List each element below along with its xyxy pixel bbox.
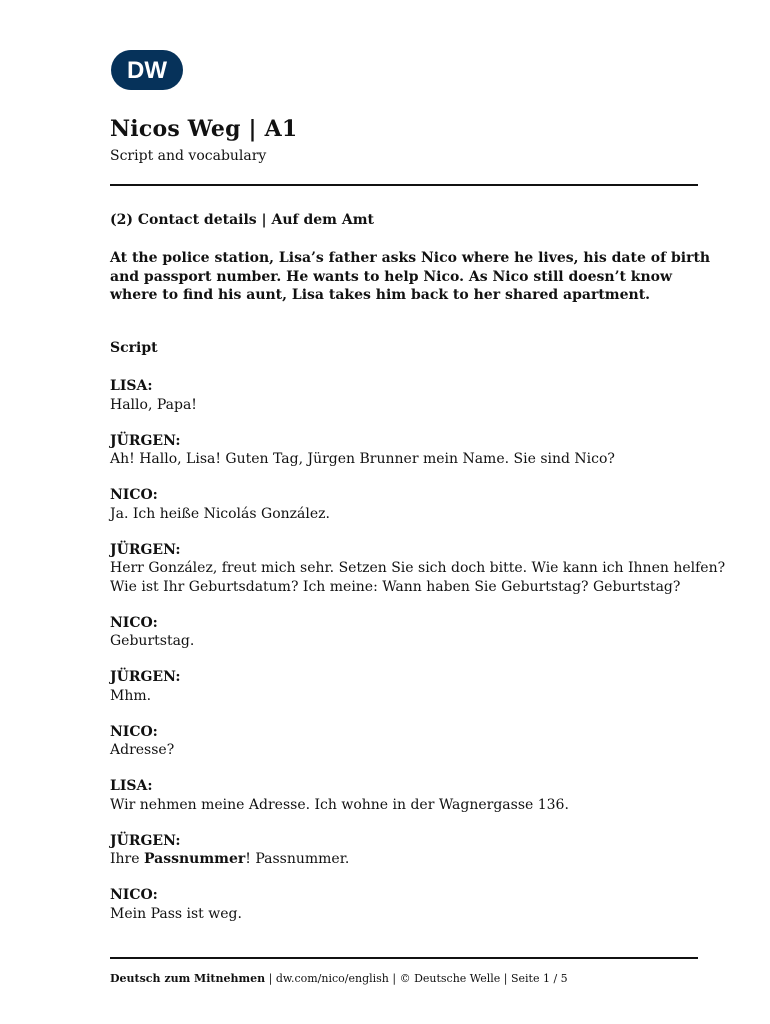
dialogue-turn [110,541,730,597]
dialogue-line: Mein Pass ist weg. [110,905,242,922]
intro-line: and passport number. He wants to help Nico. As Nico still doesn’t know [110,268,673,285]
dw-logo-text: DW [127,57,167,84]
speaker-name: LISA: [110,778,153,794]
dw-logo [111,50,183,94]
speaker-name: NICO: [110,723,158,740]
dialogue-line: Wir nehmen meine Adresse. Ich wohne in der Wagnergasse 136. [110,796,569,813]
dialogue-line: Hallo, Papa! [110,396,197,413]
dialogue-line [110,850,730,869]
dialogue-turn [110,832,730,869]
intro-line: At the police station, Lisa’s father asks Nico where he lives, his date of birth [110,250,711,266]
dw-logo-mark [111,50,183,90]
dialogue-line: Mhm. [110,687,152,704]
script-heading: Script [110,340,158,356]
footer-divider [110,957,698,959]
dialogue-line: Herr González, freut mich sehr. Setzen Sie sich doch bitte. Wie kann ich Ihnen helfen? [110,560,726,576]
page-subtitle: Script and vocabulary [110,148,267,164]
dialogue-turn [110,486,730,523]
dialogue-turn [110,432,730,469]
dialogue-line: Geburtstag. [110,633,195,649]
dialogue-turn [110,723,730,760]
dialogue-line: Ah! Hallo, Lisa! Guten Tag, Jürgen Brunner mein Name. Sie sind Nico? [110,451,615,467]
speaker-name: JÜRGEN: [110,669,181,685]
dialogue-turn [110,668,730,705]
speaker-name: JÜRGEN: [110,432,181,449]
page-footer [110,972,568,985]
footer-brand: Deutsch zum Mitnehmen [110,972,266,985]
speaker-name: NICO: [110,487,158,503]
dialogue-line: Ja. Ich heiße Nicolás González. [110,505,330,522]
line-text: ! Passnummer. [245,851,350,867]
dialogue-turn [110,886,730,923]
speaker-name: NICO: [110,887,158,903]
dialogue-turn [110,614,730,651]
section-heading: (2) Contact details | Auf dem Amt [110,212,374,228]
speaker-name: NICO: [110,614,158,631]
header-divider [110,184,698,186]
dialogue-turn [110,377,730,414]
dialogue-turn [110,777,730,814]
dialogue-line: Adresse? [110,742,175,758]
speaker-name: JÜRGEN: [110,541,181,558]
dialogue-line: Wie ist Ihr Geburtsdatum? Ich meine: Wann haben Sie Geburtstag? Geburtstag? [110,578,681,595]
footer-details: | dw.com/nico/english | © Deutsche Welle | Seite 1 / 5 [265,972,568,985]
page-title: Nicos Weg | A1 [110,116,298,142]
line-text: Ihre [110,851,144,867]
speaker-name: LISA: [110,378,153,394]
intro-paragraph [110,249,720,305]
vocabulary-term: Passnummer [143,851,246,867]
speaker-name: JÜRGEN: [110,832,181,849]
intro-line: where to find his aunt, Lisa takes him back to her shared apartment. [110,287,651,303]
dialogue [110,377,730,941]
